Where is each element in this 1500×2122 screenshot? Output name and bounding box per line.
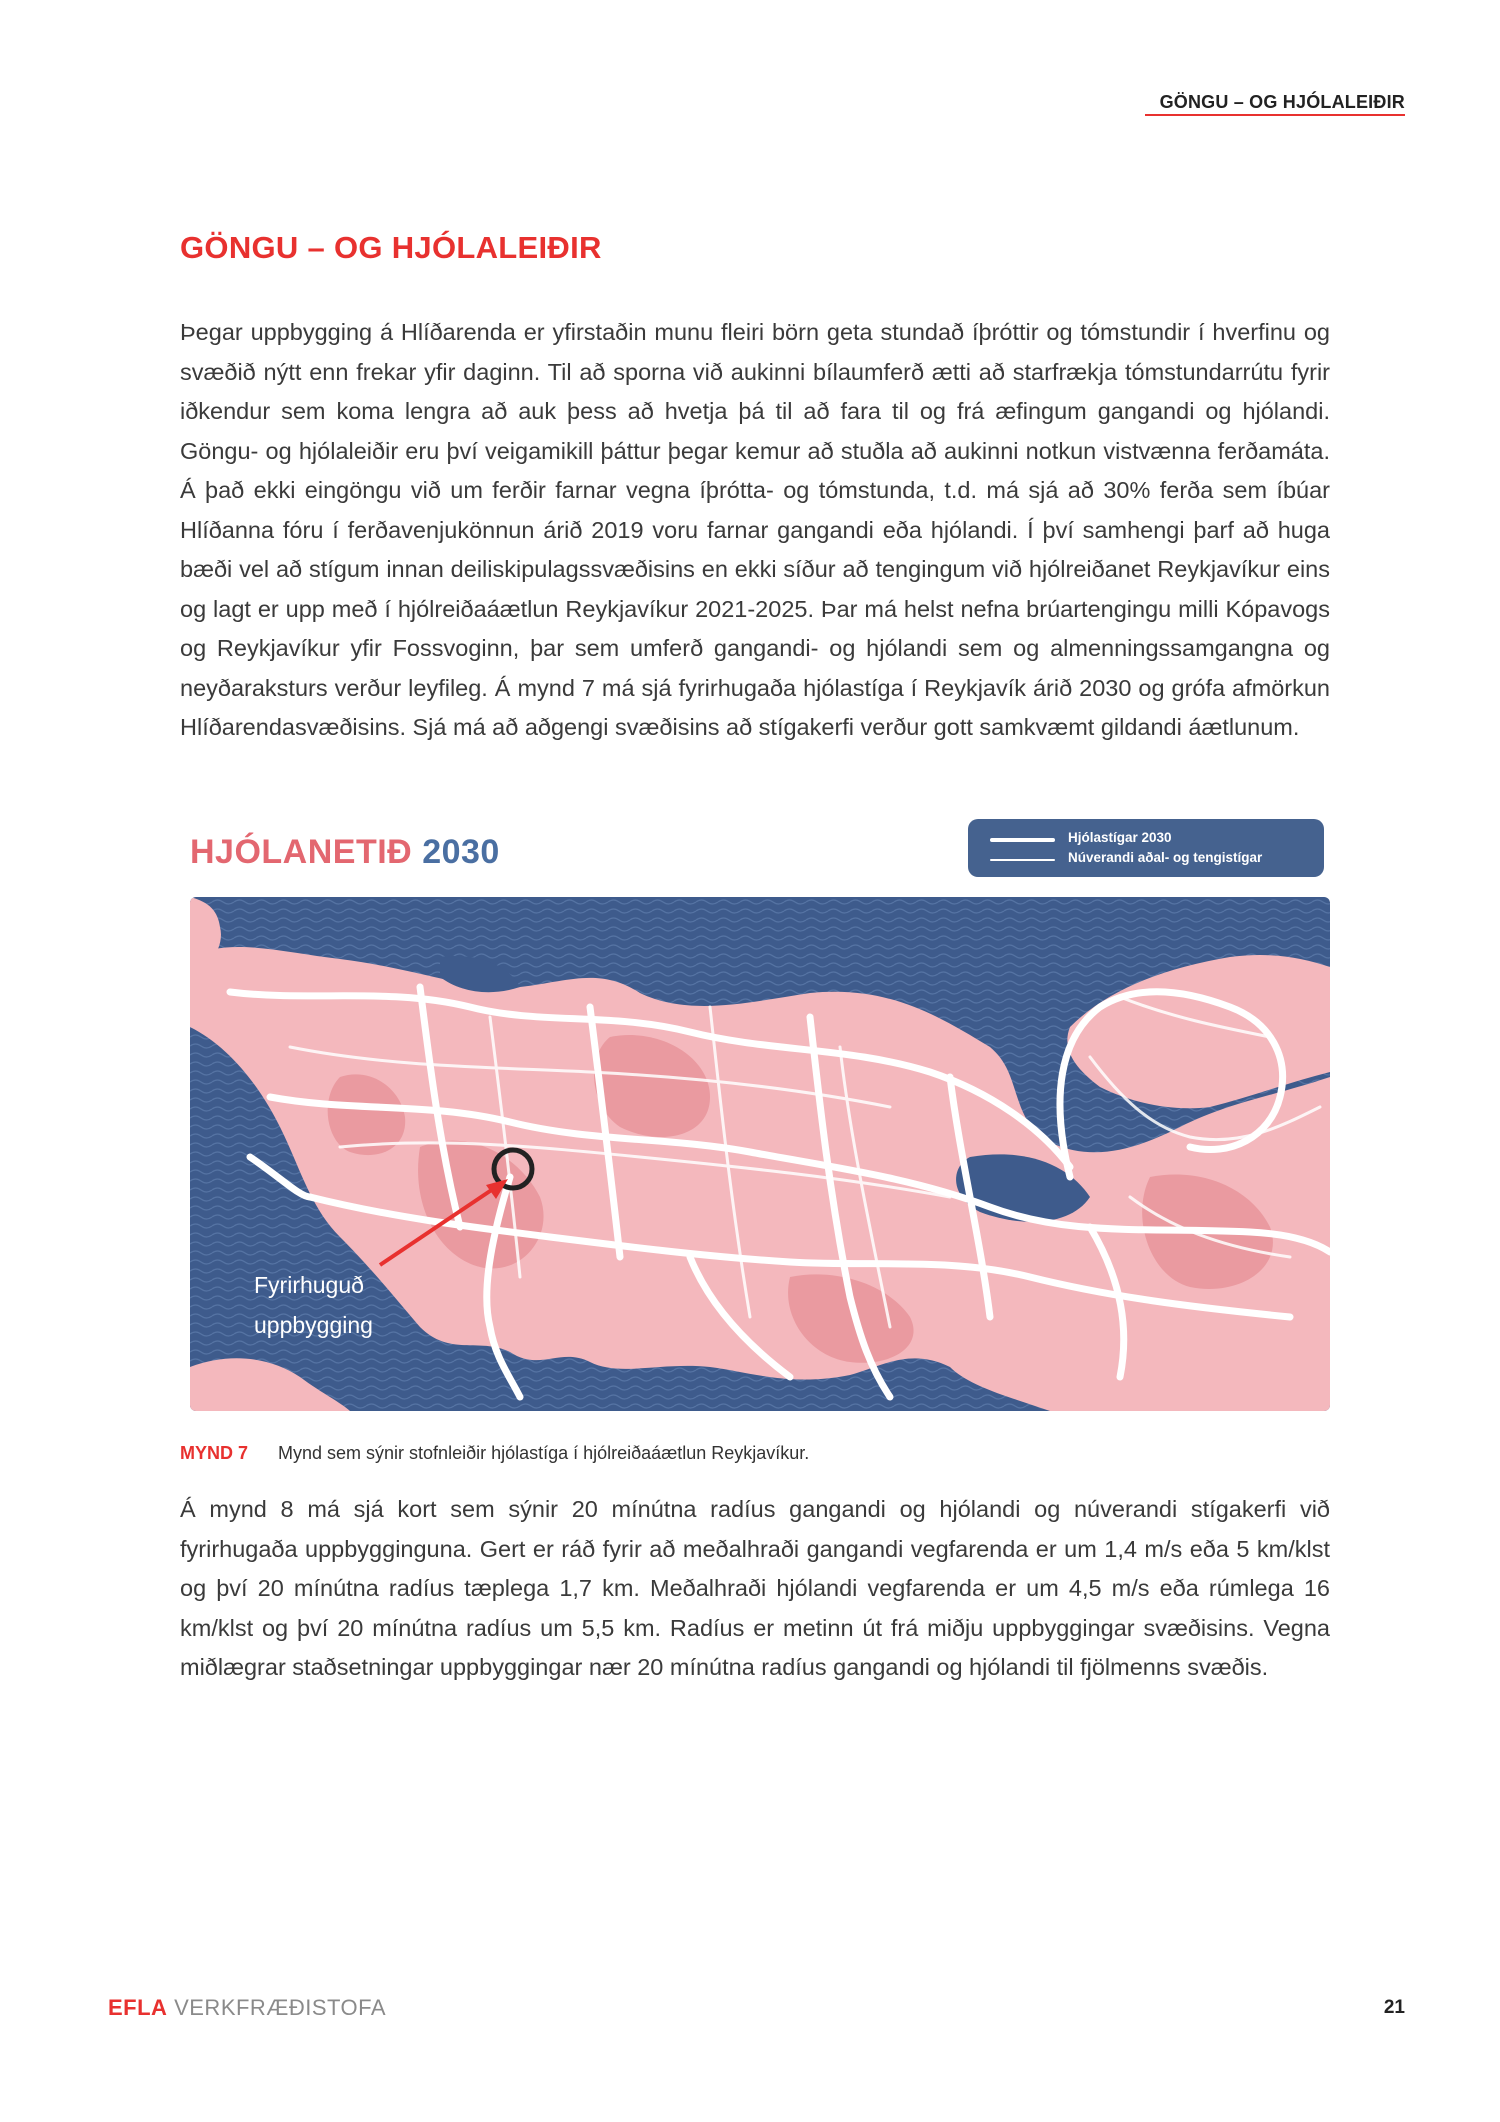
map-annotation-label	[254, 1265, 373, 1345]
legend-line-bike-paths-2030	[990, 838, 1055, 842]
figure-bike-network-2030	[190, 815, 1330, 1415]
map-annotation-line2: uppbygging	[254, 1312, 373, 1338]
figure-caption-text: Mynd sem sýnir stofnleiðir hjólastíga í hjólreiðaáætlun Reykjavíkur.	[278, 1443, 810, 1463]
running-header-rule	[1145, 114, 1405, 116]
logo-brand: EFLA	[108, 1995, 168, 2020]
page-number: 21	[1383, 1997, 1405, 2018]
legend-label-bike-paths-2030: Hjólastígar 2030	[1068, 830, 1172, 845]
figure-title	[190, 833, 500, 872]
legend-label-current-paths: Núverandi aðal- og tengistígar	[1068, 850, 1263, 865]
figure-caption	[180, 1443, 809, 1464]
body-paragraph-1: Þegar uppbygging á Hlíðarenda er yfirstaðin munu fleiri börn geta stundað íþróttir og tómstundir í hverfinu og svæðið nýtt enn frekar yfir daginn. Til að sporna við aukinni bílaumferð ætti að starfrækja tómstundarrútu fyrir iðkendur sem koma lengra að auk þess að hvetja þá til að fara til og frá æfingum gangandi og hjólandi. Göngu- og hjólaleiðir eru því veigamikill þáttur þegar kemur að stuðla að aukinni notkun vistvænna ferðamáta. Á það ekki eingöngu við um ferðir farnar vegna íþrótta- og tómstunda, t.d. má sjá að 30% ferða sem íbúar Hlíðanna fóru í ferðavenjukönnun árið 2019 voru farnar gangandi eða hjólandi. Í því samhengi þarf að huga bæði vel að stígum innan deiliskipulagssvæðisins en ekki síður að tengingum við hjólreiðanet Reykjavíkur eins og lagt er upp með í hjólreiðaáætlun Reykjavíkur 2021-2025. Þar má helst nefna brúartengingu milli Kópavogs og Reykjavíkur yfir Fossvoginn, þar sem umferð gangandi- og hjólandi sem og almenningssamgangna og neyðaraksturs verður leyfileg. Á mynd 7 má sjá fyrirhugaða hjólastíga í Reykjavík árið 2030 og grófa afmörkun Hlíðarendasvæðisins. Sjá má að aðgengi svæðisins að stígakerfi verður gott samkvæmt gildandi áætlunum.	[180, 319, 1330, 740]
section-title: GÖNGU – OG HJÓLALEIÐIR	[180, 230, 602, 265]
map-legend	[968, 819, 1324, 877]
legend-line-current-paths	[990, 859, 1055, 861]
logo-subtitle: VERKFRÆÐISTOFA	[174, 1995, 387, 2020]
figure-caption-number: MYND 7	[180, 1443, 249, 1463]
body-paragraph-2: Á mynd 8 má sjá kort sem sýnir 20 mínútna radíus gangandi og hjólandi og núverandi stígakerfi við fyrirhugaða uppbygginguna. Gert er ráð fyrir að meðalhraði gangandi vegfarenda er um 1,4 m/s eða 5 km/klst og því 20 mínútna radíus tæplega 1,7 km. Meðalhraði hjólandi vegfarenda er um 4,5 m/s eða rúmlega 16 km/klst og því 20 mínútna radíus um 5,5 km. Radíus er metinn út frá miðju uppbyggingar svæðisins. Vegna miðlægrar staðsetningar uppbyggingar nær 20 mínútna radíus gangandi og hjólandi til fjölmenns svæðis.	[180, 1496, 1330, 1680]
map-annotation-line1: Fyrirhuguð	[254, 1272, 364, 1298]
running-header-title: GÖNGU – OG HJÓLALEIÐIR	[1159, 92, 1405, 112]
efla-logo	[108, 1995, 386, 2021]
figure-title-word2: 2030	[422, 833, 500, 871]
figure-title-word1: HJÓLANETIÐ	[190, 833, 413, 871]
